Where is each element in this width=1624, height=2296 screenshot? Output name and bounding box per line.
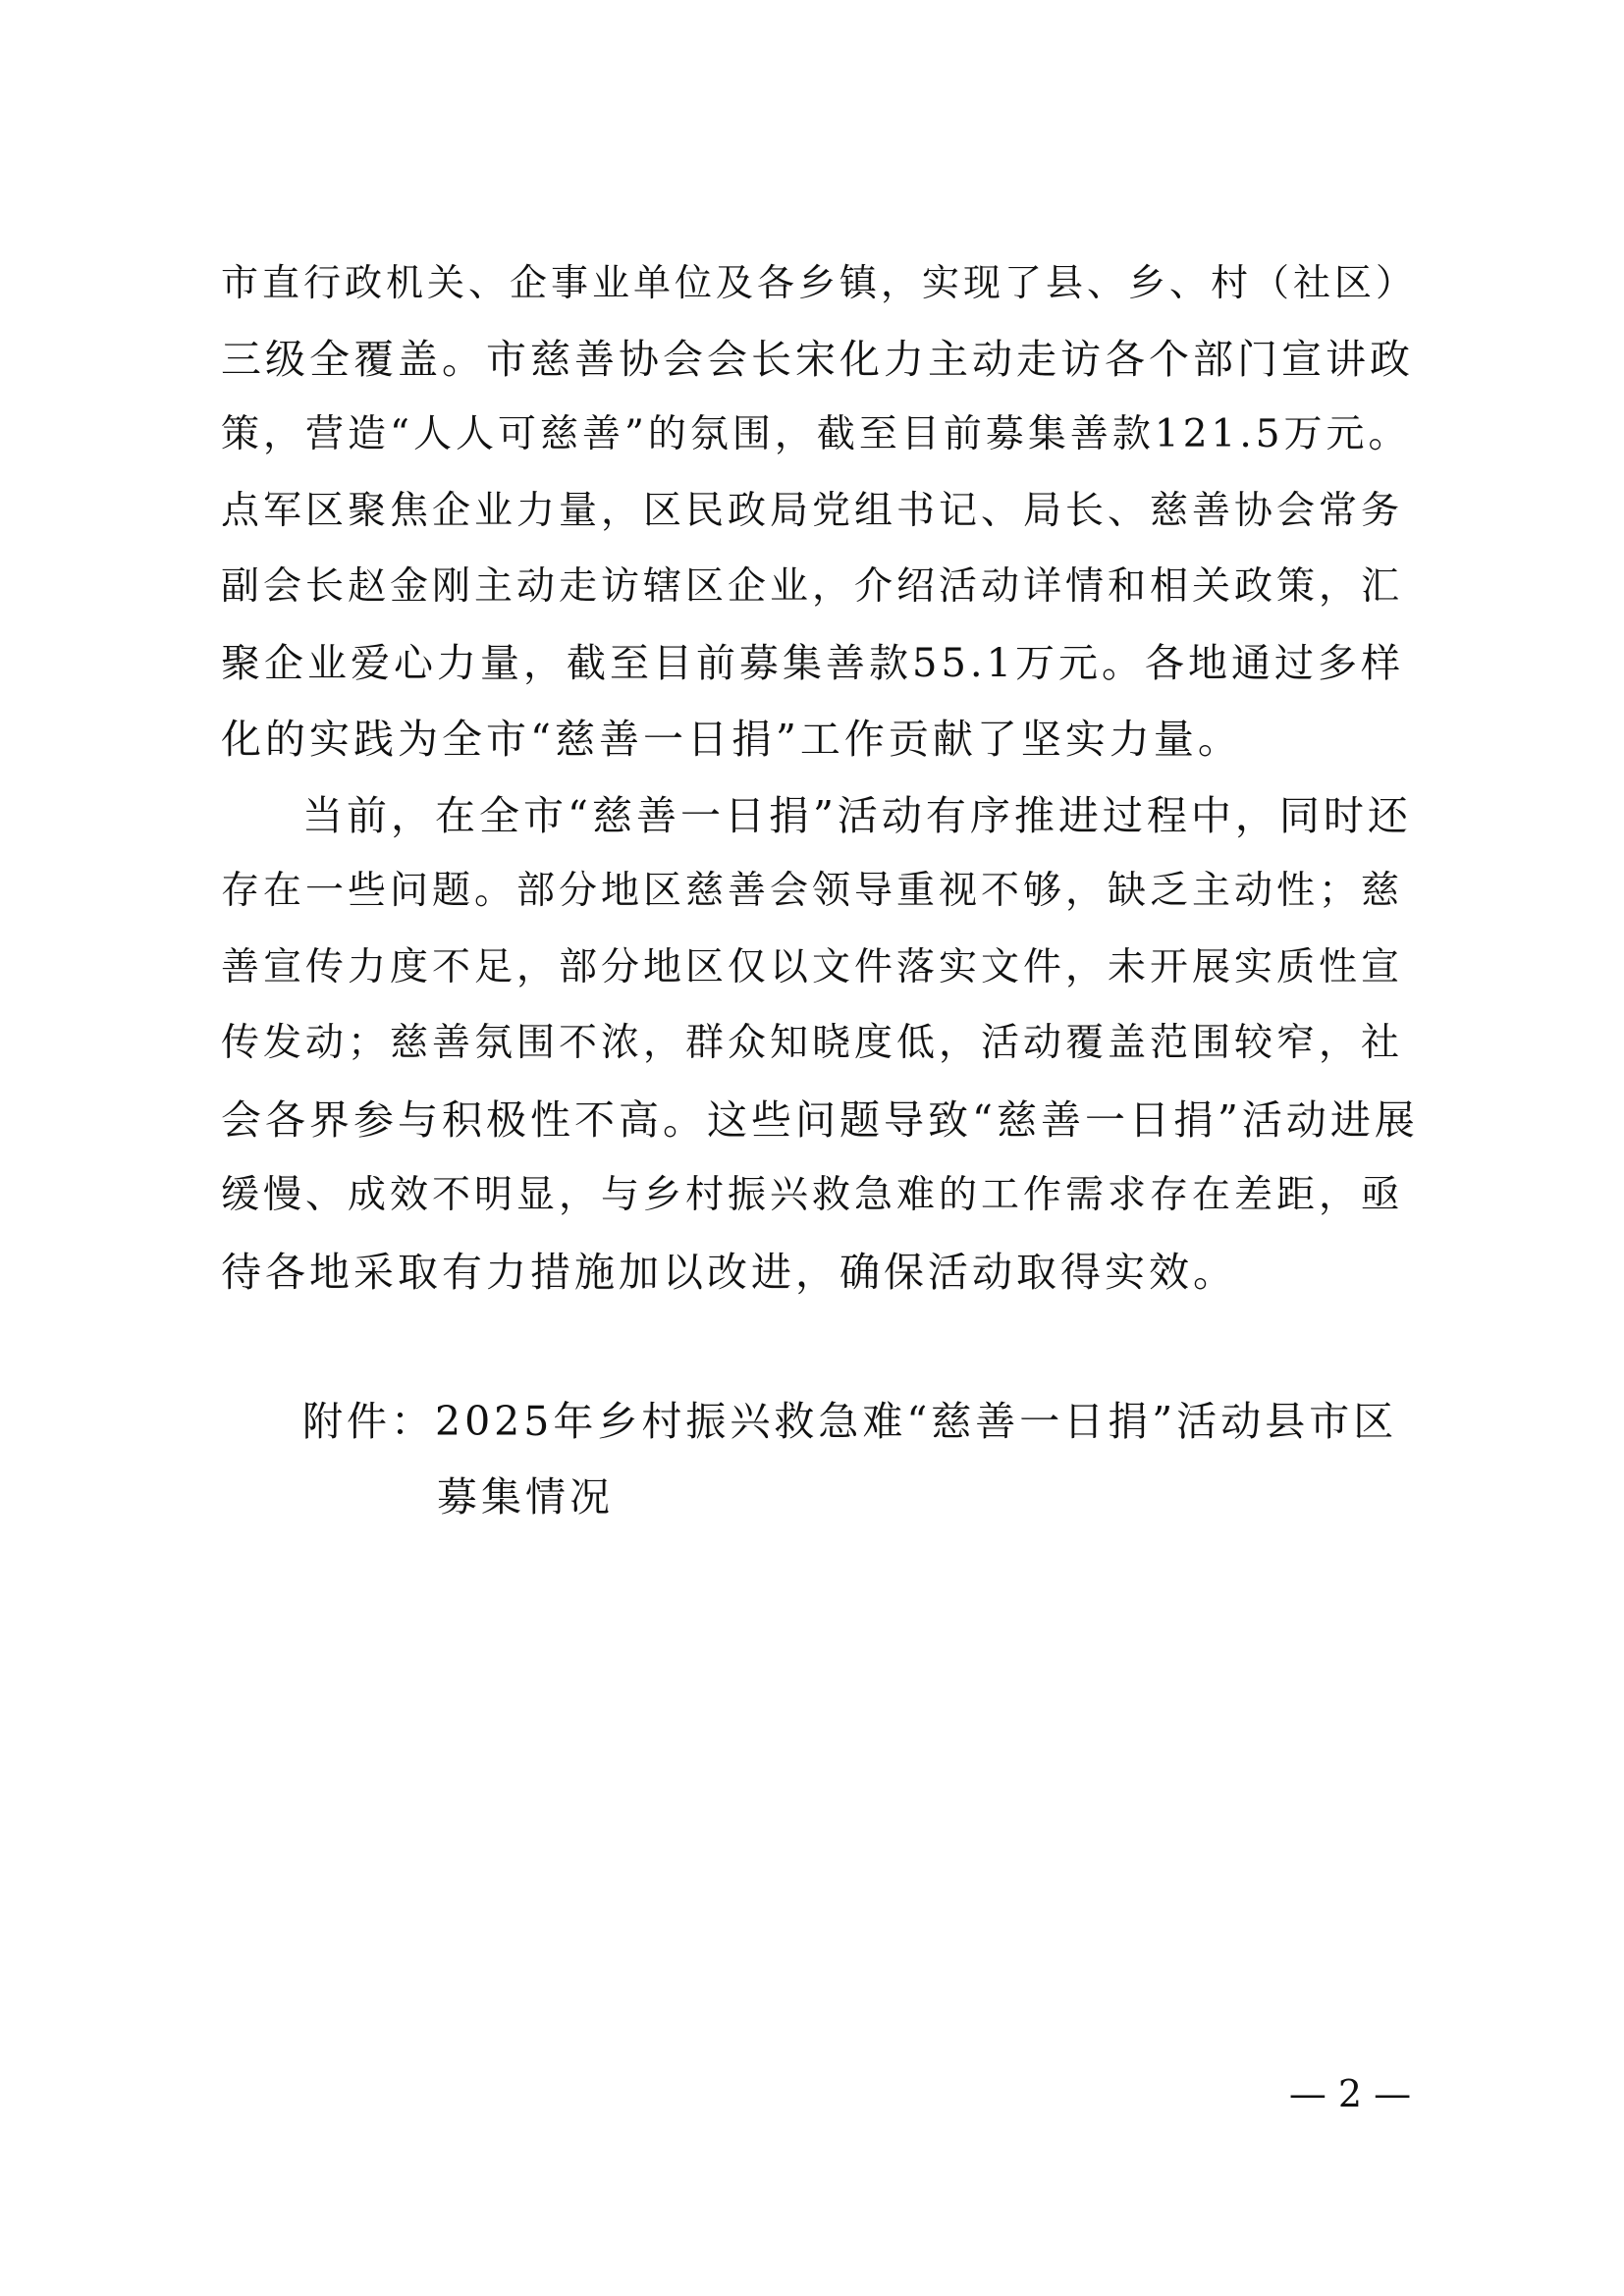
- body-text-line: 会各界参与积极性不高。这些问题导致“慈善一日捐”活动进展: [221, 1096, 1419, 1144]
- attachment-line-continued: 募集情况: [437, 1473, 614, 1521]
- page-number: — 2 —: [1288, 2072, 1412, 2115]
- body-text-line: 传发动；慈善氛围不浓，群众知晓度低，活动覆盖范围较窄，社: [221, 1021, 1404, 1065]
- body-text-line: 三级全覆盖。市慈善协会会长宋化力主动走访各个部门宣讲政: [221, 336, 1414, 383]
- body-text-line: 市直行政机关、企事业单位及各乡镇，实现了县、乡、村（社区）: [221, 261, 1418, 304]
- body-text-line: 缓慢、成效不明显，与乡村振兴救急难的工作需求存在差距，亟: [221, 1173, 1404, 1217]
- body-text-line: 策，营造“人人可慈善”的氛围，截至目前募集善款121.5万元。: [221, 412, 1411, 456]
- body-text-line: 存在一些问题。部分地区慈善会领导重视不够，缺乏主动性；慈: [221, 869, 1404, 913]
- body-text-line: 待各地采取有力措施加以改进，确保活动取得实效。: [221, 1249, 1237, 1296]
- body-text-line: 副会长赵金刚主动走访辖区企业，介绍活动详情和相关政策，汇: [221, 564, 1404, 609]
- body-text-line: 聚企业爱心力量，截至目前募集善款55.1万元。各地通过多样: [221, 641, 1405, 686]
- body-text-line: 点军区聚焦企业力量，区民政局党组书记、局长、慈善协会常务: [221, 489, 1404, 533]
- body-text-line: 善宣传力度不足，部分地区仅以文件落实文件，未开展实质性宣: [221, 945, 1404, 989]
- body-text-line: 化的实践为全市“慈善一日捐”工作贡献了坚实力量。: [221, 716, 1242, 763]
- body-text-line: 当前，在全市“慈善一日捐”活动有序推进过程中，同时还: [302, 792, 1412, 839]
- attachment-line: 附件：2025年乡村振兴救急难“慈善一日捐”活动县市区: [302, 1398, 1398, 1445]
